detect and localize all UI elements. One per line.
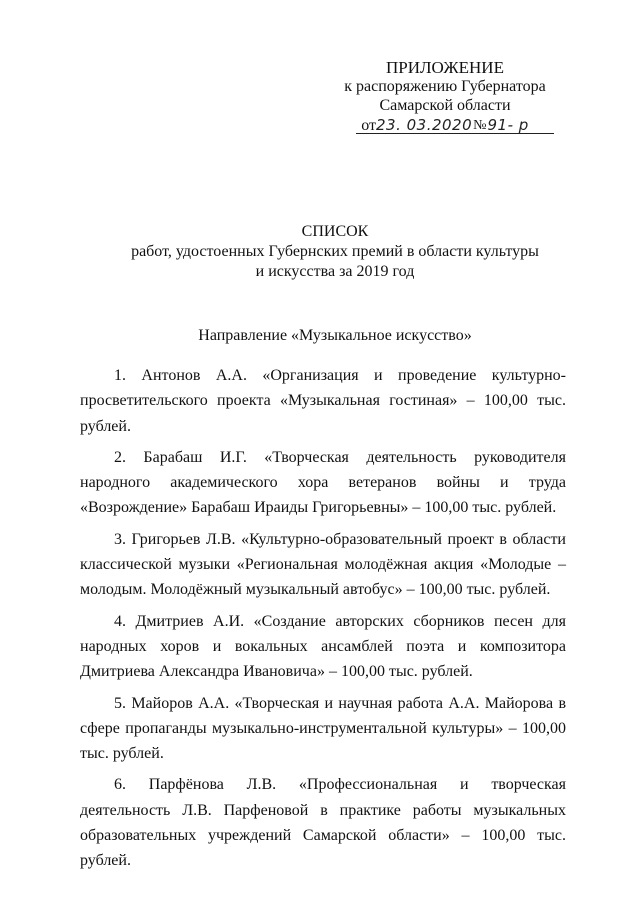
list-item: 4. Дмитриев А.И. «Создание авторских сборников песен для народных хоров и вокальных ансамблей поэта и композитора Дмитриева Александра Ивановича» – 100,00 тыс. рублей. — [80, 612, 566, 681]
list-item: 3. Григорьев Л.В. «Культурно-образовательный проект в области классической музыки «Региональная молодёжная акция «Молодые – молодым. Молодёжный музыкальный автобус» – 100,00 тыс. рублей. — [80, 530, 566, 599]
list-item: 5. Майоров А.А. «Творческая и научная работа А.А. Майорова в сфере пропаганды музыкально-инструментальной культуры» – 100,00 тыс. рублей. — [80, 694, 566, 763]
date-prefix: от — [361, 117, 376, 134]
list-title — [80, 222, 590, 282]
appendix-line-1: к распоряжению Губернатора — [344, 78, 546, 95]
list-subheading-1: работ, удостоенных Губернских премий в области культуры — [131, 243, 539, 260]
appendix-title: ПРИЛОЖЕНИЕ — [386, 58, 504, 77]
list-item: 1. Антонов А.А. «Организация и проведение культурно-просветительского проекта «Музыкальная гостиная» – 100,00 тыс. рублей. — [80, 367, 566, 435]
list-subheading-2: и искусства за 2019 год — [255, 263, 415, 280]
number-sign: № — [473, 118, 487, 133]
direction-heading: Направление «Музыкальное искусство» — [198, 327, 472, 344]
date-number-line — [330, 116, 560, 135]
appendix-line-2: Самарской области — [379, 97, 511, 114]
handwritten-number: 91- р — [487, 116, 529, 134]
list-item: 6. Парфёнова Л.В. «Профессиональная и творческая деятельность Л.В. Парфеновой в практике работы музыкальных образовательных учреждений Самарской области» – 100,00 тыс. рублей. — [80, 776, 566, 870]
handwritten-date: 23. 03.2020 — [375, 116, 473, 134]
works-list — [80, 363, 566, 880]
signature-underline — [356, 133, 554, 134]
appendix-header — [330, 58, 560, 135]
list-heading: СПИСОК — [301, 223, 369, 240]
list-item: 2. Барабаш И.Г. «Творческая деятельность руководителя народного академического хора ветеранов войны и труда «Возрождение» Барабаш Ираиды Григорьевны» – 100,00 тыс. рублей. — [80, 448, 566, 517]
